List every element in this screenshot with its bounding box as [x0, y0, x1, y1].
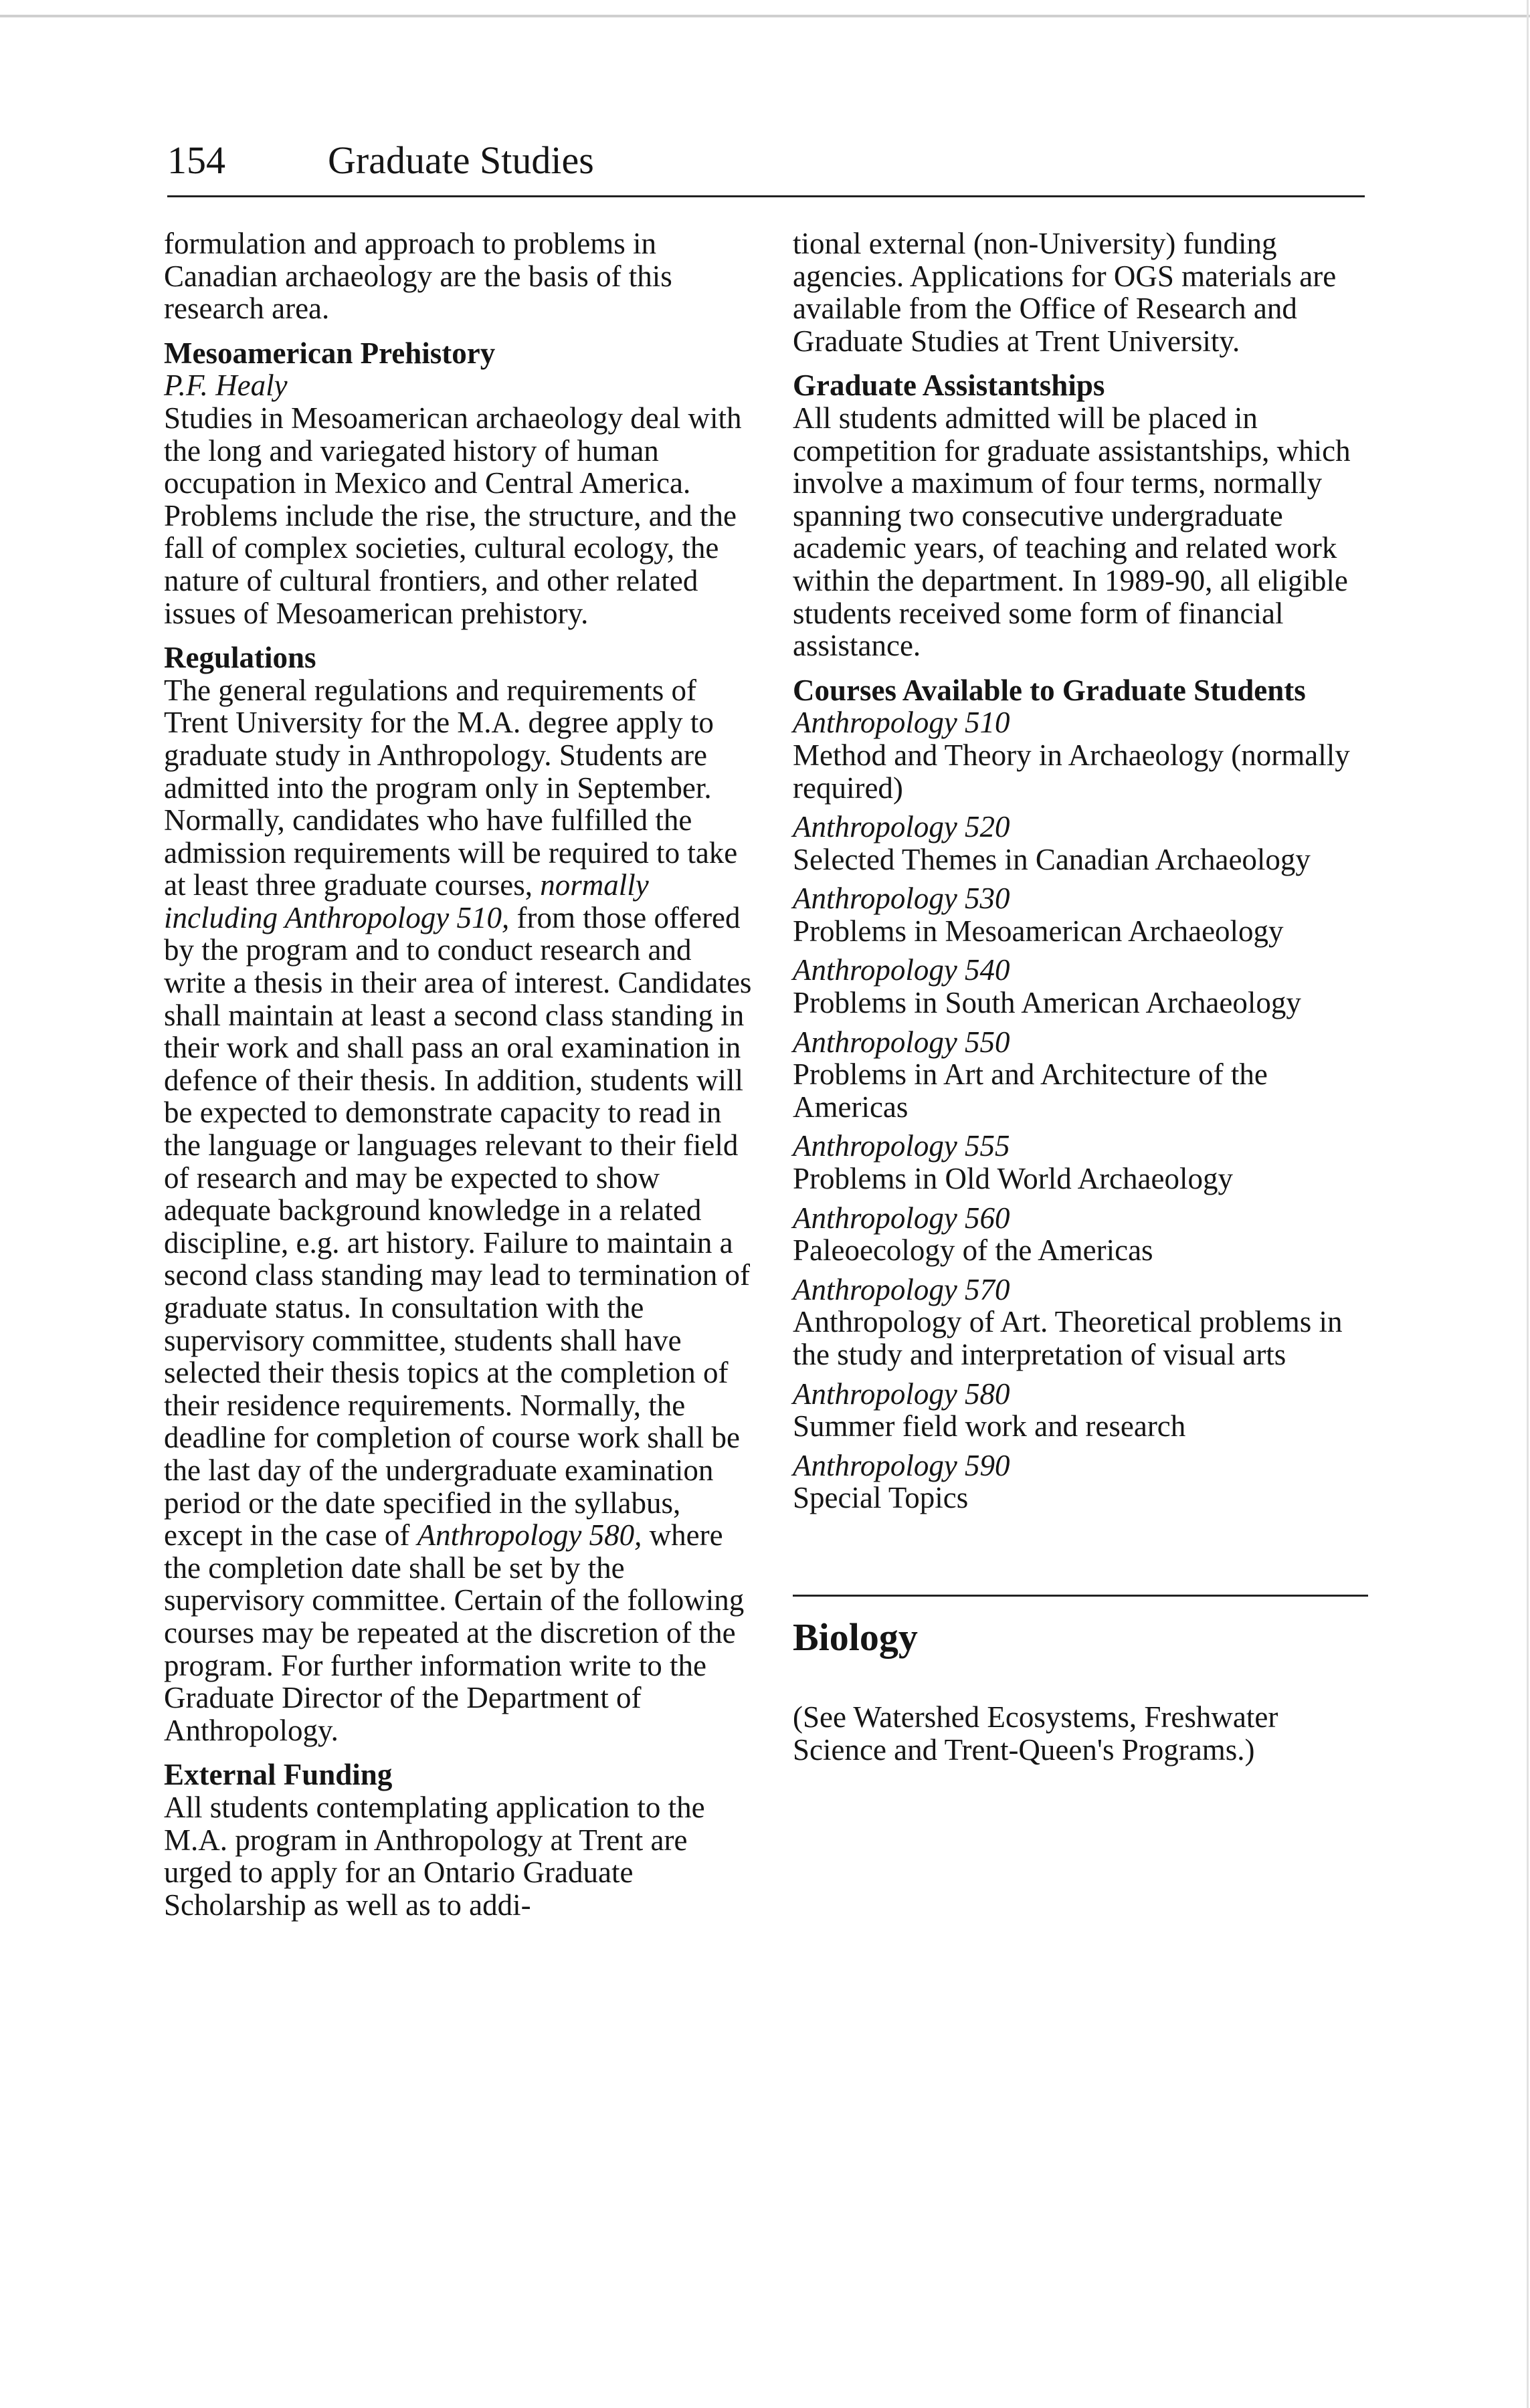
- course-number: Anthropology 530: [793, 882, 1010, 916]
- course-number: Anthropology 580: [793, 1377, 1010, 1411]
- course-number: Anthropology 590: [793, 1448, 1010, 1482]
- course-title: Problems in Old World Archaeology: [793, 1162, 1233, 1196]
- courses-heading: Courses Available to Graduate Students: [793, 673, 1306, 707]
- page-edge-top: [0, 15, 1530, 17]
- course-title: Problems in Mesoamerican Archaeology: [793, 914, 1284, 948]
- page-edge-right: [1527, 0, 1529, 2408]
- course-title: Problems in Art and Architecture of the Americas: [793, 1058, 1268, 1124]
- course-item: [793, 1026, 1368, 1124]
- course-item: [793, 882, 1368, 947]
- page-number: 154: [167, 138, 225, 182]
- regulations-text-2: from those offered by the program and to conduct research and write a thesis in their area of interest. Candidates shall maintain at least a second class standing in their work and shall pass an oral examination in defence of their thesis. In addition, students will be expected to demonstrate capacity to read in the language or languages relevant to their field of research and may be expected to show adequate background knowledge in a related discipline, e.g. art history. Failure to maintain a second class standing may lead to termination of graduate status. In consultation with the supervisory committee, students shall have selected their thesis topics at the completion of their residence requirements. Normally, the deadline for completion of course work shall be the last day of the undergraduate examination period or the date specified in the syllabus, except in the case of: [164, 900, 752, 1552]
- left-column: [164, 227, 753, 1921]
- regulations-heading: Regulations: [164, 641, 316, 675]
- course-title: Selected Themes in Canadian Archaeology: [793, 842, 1311, 876]
- course-number: Anthropology 560: [793, 1201, 1010, 1235]
- funding-continuation-paragraph: tional external (non-University) funding agencies. Applications for OGS materials are available from the Office of Research and Graduate Studies at Trent University.: [793, 227, 1337, 358]
- course-item: [793, 1202, 1368, 1267]
- regulations-text-3: where the completion date shall be set by the supervisory committee. Certain of the following courses may be repeated at the discretion of the program. For further information write to the Graduate Director of the Department of Anthropology.: [164, 1518, 745, 1747]
- regulations-emphasis-1: normally including Anthropology 510,: [164, 868, 649, 934]
- course-number: Anthropology 550: [793, 1025, 1010, 1059]
- external-funding-heading: External Funding: [164, 1758, 393, 1792]
- course-item: [793, 1130, 1368, 1195]
- course-item: [793, 954, 1368, 1019]
- course-title: Special Topics: [793, 1481, 969, 1515]
- course-number: Anthropology 570: [793, 1272, 1010, 1306]
- course-list: [793, 706, 1368, 1514]
- course-number: Anthropology 555: [793, 1129, 1010, 1163]
- biology-heading: Biology: [793, 1615, 918, 1659]
- header-rule: [167, 195, 1365, 197]
- biology-section-rule: [793, 1595, 1368, 1597]
- external-funding-paragraph: All students contemplating application to the M.A. program in Anthropology at Trent are urged to apply for an Ontario Graduate Scholarship as well as to addi-: [164, 1790, 705, 1922]
- running-head-title: Graduate Studies: [328, 138, 594, 182]
- regulations-text-1: The general regulations and requirements of Trent University for the M.A. degree apply to graduate study in Anthropology. Students are admitted into the program only in September. Normally, candidates who have fulfilled the admission requirements will be required to take at least three graduate courses,: [164, 673, 738, 902]
- assistantships-heading: Graduate Assistantships: [793, 369, 1105, 403]
- regulations-emphasis-2: Anthropology 580,: [417, 1518, 642, 1552]
- mesoamerican-paragraph: Studies in Mesoamerican archaeology deal with the long and variegated history of human occupation in Mexico and Central America. Problems include the rise, the structure, and the fall of complex societies, cultural ecology, the nature of cultural frontiers, and other related issues of Mesoamerican prehistory.: [164, 401, 742, 630]
- biology-see-note: (See Watershed Ecosystems, Freshwater Science and Trent-Queen's Programs.): [793, 1700, 1278, 1767]
- assistantships-paragraph: All students admitted will be placed in competition for graduate assistantships, which involve a maximum of four terms, normally spanning two consecutive undergraduate academic years, of teaching and related work within the department. In 1989-90, all eligible students received some form of financial assistance.: [793, 401, 1351, 663]
- course-title: Summer field work and research: [793, 1409, 1186, 1443]
- course-title: Anthropology of Art. Theoretical problems in the study and interpretation of visual arts: [793, 1305, 1343, 1371]
- course-title: Problems in South American Archaeology: [793, 986, 1301, 1020]
- mesoamerican-author: P.F. Healy: [164, 369, 288, 403]
- course-title: Paleoecology of the Americas: [793, 1233, 1153, 1268]
- regulations-paragraph: [164, 674, 753, 1747]
- course-number: Anthropology 510: [793, 706, 1010, 740]
- intro-paragraph: formulation and approach to problems in Canadian archaeology are the basis of this research area.: [164, 227, 672, 326]
- course-title: Method and Theory in Archaeology (normally required): [793, 738, 1350, 805]
- right-column: [793, 227, 1368, 1766]
- course-number: Anthropology 520: [793, 810, 1010, 844]
- course-item: [793, 1449, 1368, 1514]
- course-item: [793, 1274, 1368, 1371]
- course-item: [793, 1378, 1368, 1443]
- course-item: [793, 706, 1368, 804]
- mesoamerican-heading: Mesoamerican Prehistory: [164, 336, 496, 370]
- course-number: Anthropology 540: [793, 953, 1010, 987]
- course-item: [793, 811, 1368, 876]
- running-head: [167, 127, 1371, 194]
